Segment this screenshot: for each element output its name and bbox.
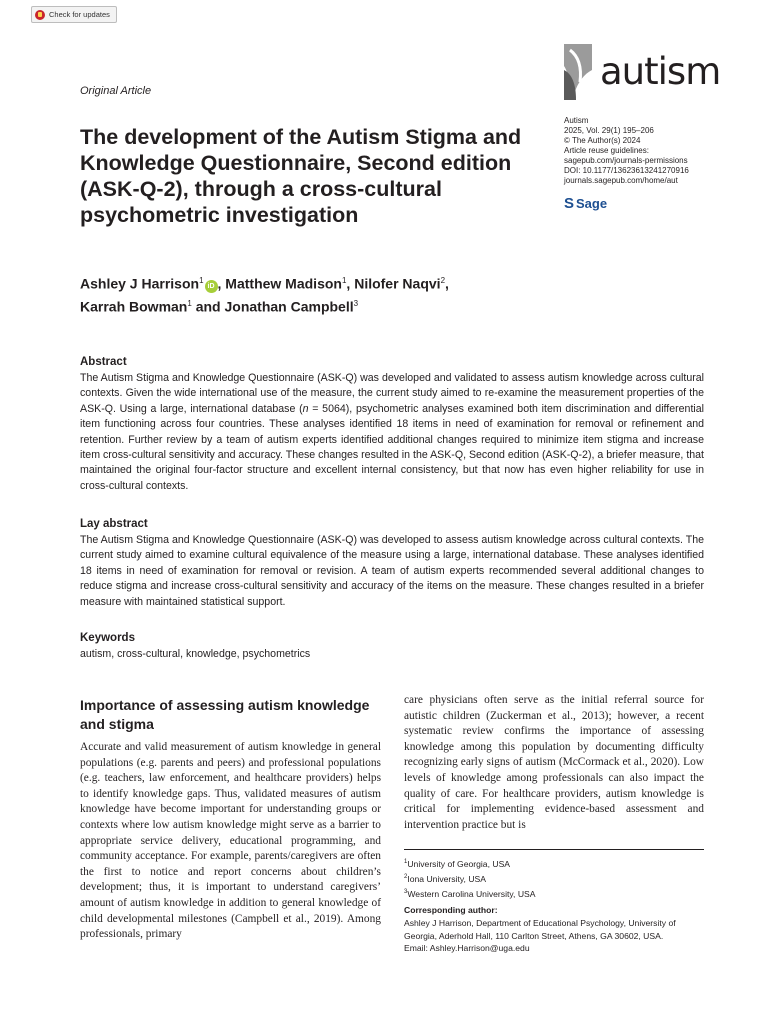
- author-name: Karrah Bowman: [80, 298, 188, 315]
- article-title: The development of the Autism Stigma and Knowledge Questionnaire, Second edition (ASK-Q-2), through a cross-cultural psychometric investigation: [80, 125, 522, 227]
- affiliation-text: Iona University, USA: [407, 873, 486, 884]
- affiliation-number: 2: [404, 873, 408, 880]
- orcid-icon[interactable]: iD: [205, 280, 218, 293]
- author-separator: and: [191, 298, 225, 315]
- abstract-text: [80, 371, 704, 494]
- corresponding-author-email[interactable]: Email: Ashley.Harrison@uga.edu: [404, 943, 530, 953]
- affiliation-item: [404, 856, 704, 871]
- author-separator: ,: [217, 275, 226, 292]
- abstract-text-part: = 5064), psychometric analyses examined both item discrimination and differential item functioning across four countries. These analyses identified 18 items in need of examination for removal or refinement and retention. Further review by a team of autism experts identified additional changes required to minimize item stigma and increase item cross-cultural sensitivity and accuracy. These changes resulted in the ASK-Q, Second edition (ASK-Q-2), a briefer measure, that maintained the original four-factor structure and excellent internal consistency, but that now has even higher reliability for use in cross-cultural contexts.: [80, 402, 704, 492]
- author-separator: ,: [445, 275, 449, 292]
- meta-link[interactable]: sagepub.com/journals-permissions: [564, 156, 688, 165]
- check-for-updates-icon: [35, 10, 45, 20]
- author-affiliation-mark: 1: [187, 298, 192, 308]
- author-name: Matthew Madison: [225, 275, 342, 292]
- meta-line: © The Author(s) 2024: [564, 136, 641, 145]
- author-separator: ,: [346, 275, 355, 292]
- lay-abstract-heading: Lay abstract: [80, 518, 148, 530]
- publisher-logo: [564, 195, 607, 212]
- author-name: Nilofer Naqvi: [354, 275, 441, 292]
- author-affiliation-mark: 1: [199, 276, 204, 285]
- meta-line: Article reuse guidelines:: [564, 146, 649, 155]
- meta-line: Autism: [564, 116, 589, 125]
- meta-line: 2025, Vol. 29(1) 195–206: [564, 126, 654, 135]
- author-list: [80, 271, 560, 316]
- section-heading: Importance of assessing autism knowledge and stigma: [80, 697, 370, 732]
- corresponding-author-address: Ashley J Harrison, Department of Educational Psychology, University of Georgia, Aderhold Hall, 110 Carlton Street, Athens, GA 30602, USA.: [404, 918, 676, 941]
- check-for-updates-label: Check for updates: [49, 10, 110, 19]
- author-affiliation-mark: 3: [353, 298, 359, 308]
- publisher-name: Sage: [576, 196, 608, 211]
- affiliation-number: 3: [404, 888, 408, 895]
- journal-home-link[interactable]: journals.sagepub.com/home/aut: [564, 176, 678, 185]
- journal-name: autism: [600, 50, 721, 93]
- body-column-left: Accurate and valid measurement of autism knowledge in general populations (e.g. parents and peers) and professional populations (e.g. teachers, law enforcement, and healthcare providers) helps to identify knowledge gaps. Thus, validated measures of autism knowledge have become important for understanding groups or contexts where low autism knowledge might serve as a barrier to appropriate service delivery, educational programming, and community acceptance. For example, parents/caregivers are often the first to notice and report concerns about children’s development; thus, it is important to understand caregivers’ amount of autism knowledge in addition to general knowledge of child developmental milestones (Campbell et al., 2019). Among professionals, primary: [80, 741, 381, 941]
- keywords-heading: Keywords: [80, 632, 135, 644]
- corresponding-author-heading: Corresponding author:: [404, 905, 498, 915]
- article-type: Original Article: [80, 85, 152, 97]
- body-column-right: care physicians often serve as the initial referral source for autistic children (Zuckerman et al., 2013); however, a recent systematic review confirms the importance of assessing knowledge among this population by documenting difficulty recognizing early signs of autism (McCormack et al., 2020). Low levels of knowledge among professionals can also impact the quality of care. For healthcare providers, autism knowledge is critical for implementing evidence-based assessment and intervention practice but is: [404, 694, 704, 831]
- abstract-heading: Abstract: [80, 356, 127, 368]
- affiliation-item: [404, 871, 704, 886]
- author-name: Ashley J Harrison: [80, 275, 200, 292]
- author-affiliation-mark: 2: [440, 276, 446, 285]
- author-name: Jonathan Campbell: [224, 298, 354, 315]
- author-affiliation-mark: 1: [341, 276, 347, 285]
- affiliation-item: [404, 886, 704, 901]
- abstract-text-part: The Autism Stigma and Knowledge Questionnaire (ASK-Q) was developed and validated to assess autism knowledge across cultural contexts. Given the wide international use of the measure, the current study aimed to re-examine the measurement properties of the ASK-Q. Using a large, international database (: [80, 372, 704, 415]
- corresponding-author: [404, 917, 706, 955]
- abstract-n-symbol: n: [302, 402, 309, 415]
- journal-meta: [564, 116, 734, 186]
- footnote-divider: [404, 849, 704, 850]
- doi-link[interactable]: DOI: 10.1177/13623613241270916: [564, 166, 689, 175]
- keywords-text: autism, cross-cultural, knowledge, psychometrics: [80, 648, 311, 660]
- affiliation-number: 1: [404, 859, 408, 865]
- check-for-updates-button[interactable]: [31, 6, 117, 23]
- affiliations: [404, 856, 704, 901]
- affiliation-text: University of Georgia, USA: [407, 858, 511, 869]
- sage-icon: S: [564, 195, 575, 212]
- affiliation-text: Western Carolina University, USA: [407, 888, 536, 899]
- lay-abstract-text: The Autism Stigma and Knowledge Questionnaire (ASK-Q) was developed to assess autism knowledge across cultural contexts. The current study aimed to examine cultural equivalence of the measure using a large, international database. These analyses identified 18 items in need of examination for removal or revision. A team of autism experts recommended several additional changes to reduce stigma and increase cross-cultural sensitivity and accuracy of the items on the measure. These changes resulted in a briefer measure with maintained statistical support.: [80, 534, 704, 608]
